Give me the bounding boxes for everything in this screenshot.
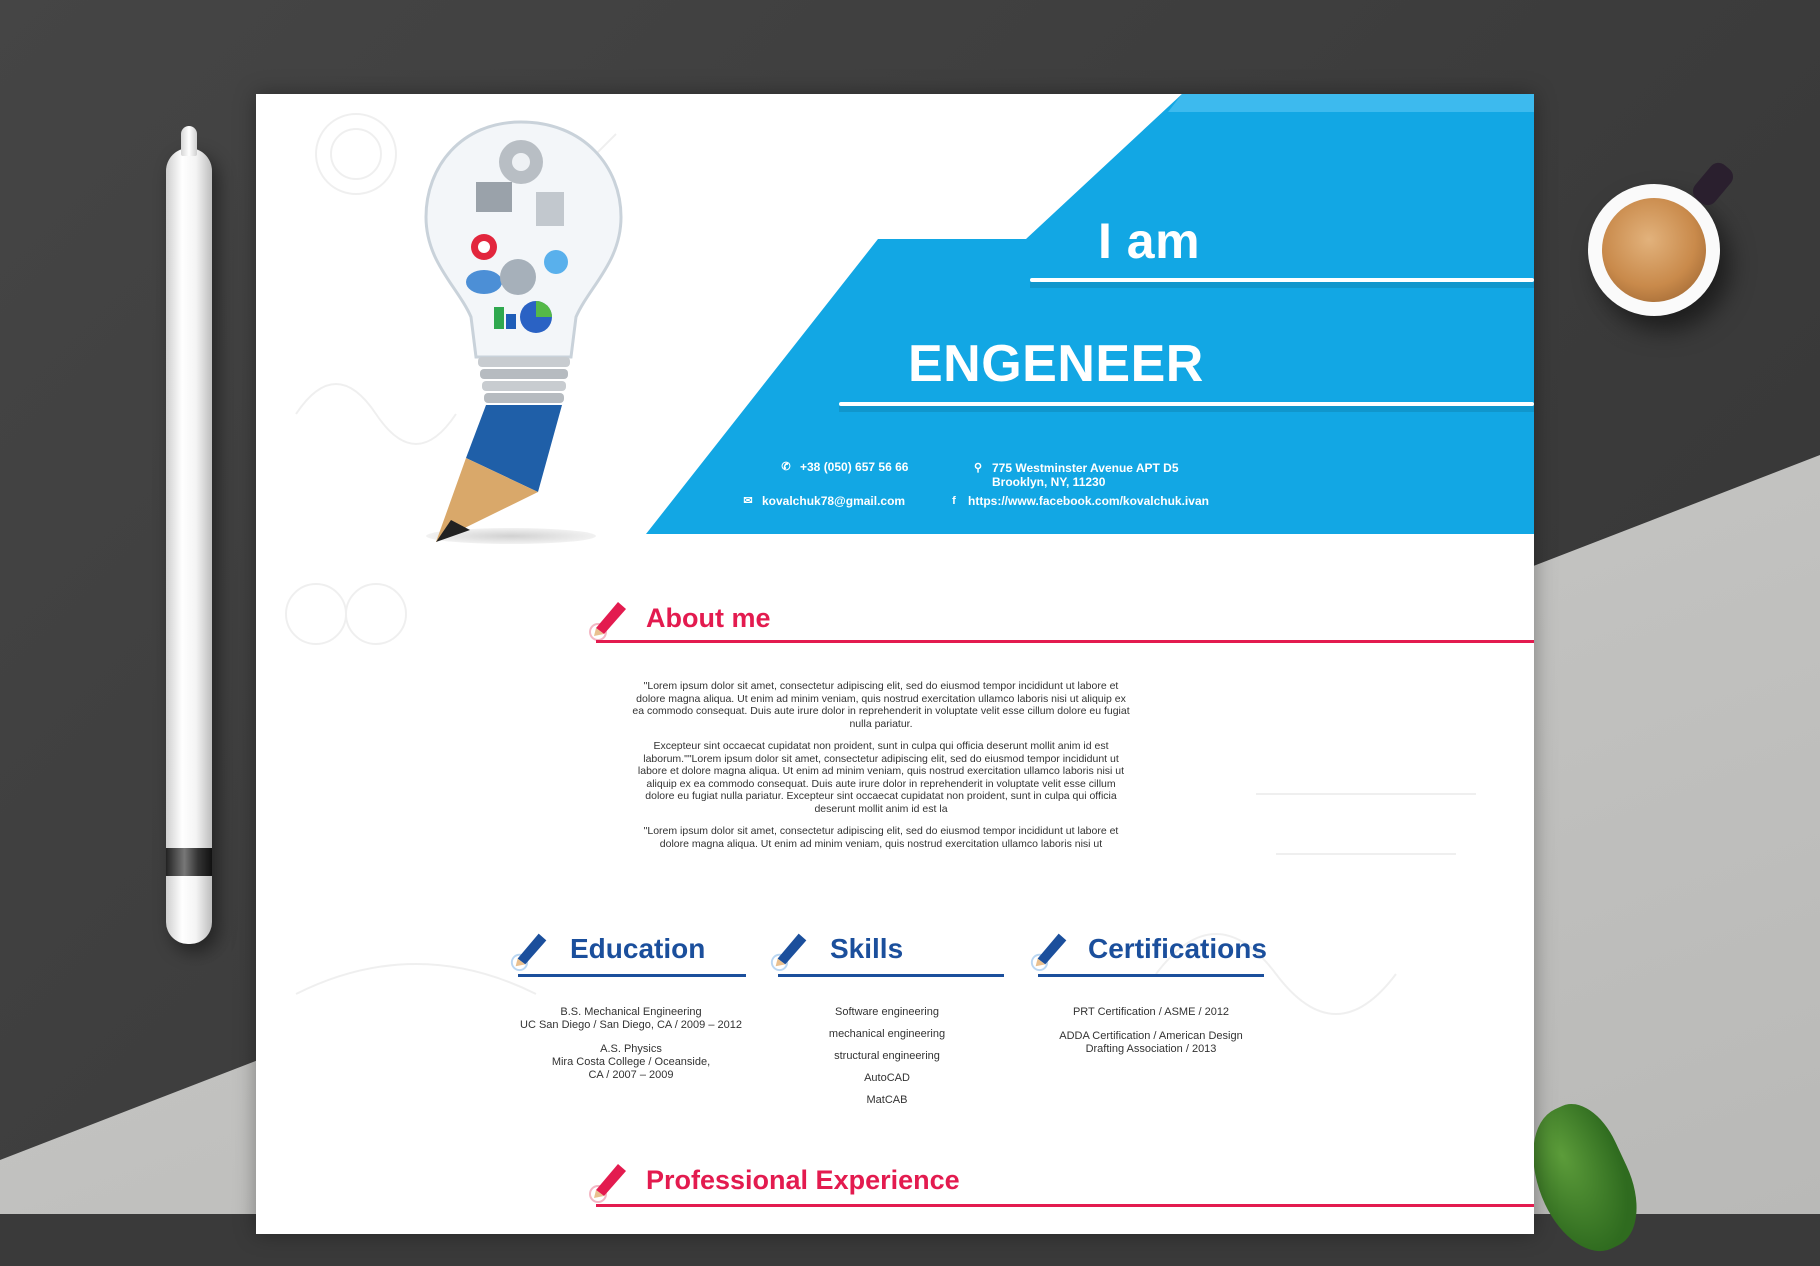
about-paragraph-3: "Lorem ipsum dolor sit amet, consectetur adipiscing elit, sed do eiusmod tempor incididunt ut labore et dolore magna aliqua. Ut enim ad minim veniam, quis nostrud exercitation ullamco laboris nisi ut: [643, 825, 1119, 850]
resume-page: [256, 94, 1534, 1234]
address-line-1: 775 Westminster Avenue APT D5: [992, 461, 1179, 475]
stylus-tip: [181, 126, 197, 156]
blue-pencil-icon: [768, 926, 814, 972]
bulb-base-ring-3: [482, 381, 566, 391]
block-icon-2: [536, 192, 564, 226]
hero-line-1: I am: [1098, 213, 1201, 269]
certifications-header: [1028, 926, 1267, 972]
certifications-rule: [1038, 974, 1264, 977]
blue-pencil-icon: [508, 926, 554, 972]
bar-icon: [494, 307, 504, 329]
about-title: About me: [646, 602, 771, 633]
certification-entry: [1026, 1030, 1276, 1056]
coffee-cup: [1588, 184, 1720, 316]
education-school: UC San Diego / San Diego, CA / 2009 – 2012: [520, 1019, 742, 1031]
certification-line: ADDA Certification / American Design: [1059, 1030, 1243, 1042]
education-school: Mira Costa College / Oceanside,: [551, 1056, 711, 1068]
education-title: Education: [570, 933, 706, 964]
target-center: [478, 241, 490, 253]
coffee: [1602, 198, 1706, 302]
contact-address: [972, 461, 1179, 489]
about-paragraph-1: "Lorem ipsum dolor sit amet, consectetur adipiscing elit, sed do eiusmod tempor incididunt ut labore et dolore magna aliqua. Ut enim ad minim veniam, quis nostrud exercitation ullamco laboris nisi ut aliquip ex ea commodo consequat. Duis aute irure dolor in reprehenderit in voluptate velit esse cillum dolore eu fugiat nulla pariatur.: [632, 680, 1130, 730]
education-header: [508, 926, 705, 972]
phone-text: +38 (050) 657 56 66: [800, 460, 909, 474]
location-pin-icon: ⚲: [973, 462, 983, 474]
education-degree: B.S. Mechanical Engineering: [560, 1006, 702, 1018]
phone-icon: ✆: [781, 461, 791, 473]
skill-item: AutoCAD: [864, 1072, 910, 1084]
experience-rule: [596, 1204, 1534, 1207]
skill-item: Software engineering: [835, 1006, 939, 1018]
skills-rule: [778, 974, 1004, 977]
facebook-link: https://www.facebook.com/kovalchuk.ivan: [968, 494, 1209, 508]
red-pencil-icon: [586, 1156, 634, 1204]
education-entry: [506, 1043, 756, 1082]
block-icon: [476, 182, 512, 212]
about-text: [631, 680, 1131, 860]
certification-line: PRT Certification / ASME / 2012: [1072, 1006, 1230, 1018]
mail-icon: ✉: [743, 495, 753, 507]
education-entry: [506, 1006, 756, 1032]
email-text: kovalchuk78@gmail.com: [762, 494, 906, 508]
skill-item: structural engineering: [834, 1050, 940, 1062]
bulb-base-ring-2: [480, 369, 568, 379]
stylus-pen: [166, 148, 212, 944]
certification-entry: [1026, 1006, 1276, 1019]
address-text: [992, 461, 1179, 489]
contact-email[interactable]: [742, 494, 905, 508]
education-dates: CA / 2007 – 2009: [588, 1069, 674, 1081]
gear-hub: [512, 153, 530, 171]
skills-title: Skills: [830, 933, 904, 964]
globe-icon: [500, 259, 536, 295]
education-degree: A.S. Physics: [600, 1043, 662, 1055]
education-list: [506, 1006, 756, 1093]
education-rule: [518, 974, 746, 977]
experience-title: Professional Experience: [646, 1164, 960, 1195]
bulb-base-ring-4: [484, 393, 564, 403]
bulb-base-ring: [478, 357, 570, 367]
header-rule-2-shadow: [839, 406, 1534, 412]
drop-icon: [544, 250, 568, 274]
experience-header: [586, 1156, 960, 1204]
about-header: [586, 594, 771, 642]
about-rule: [596, 640, 1534, 643]
skills-list: [782, 1006, 992, 1116]
hero-title: ENGENEER: [908, 335, 1204, 393]
lightbulb-pencil-illustration: [406, 102, 636, 552]
address-line-2: Brooklyn, NY, 11230: [992, 475, 1106, 489]
cloud-icon: [466, 270, 502, 294]
stylus-band: [166, 848, 212, 876]
about-paragraph-2: Excepteur sint occaecat cupidatat non proident, sunt in culpa qui officia deserunt mollit anim id est laborum.""Lorem ipsum dolor sit amet, consectetur adipiscing elit, sed do eiusmod tempor incididunt ut labore et dolore magna aliqua. Ut enim ad minim veniam, quis nostrud exercitation ullamco laboris nisi ut aliquip ex ea commodo consequat. Duis aute irure dolor in reprehenderit in voluptate velit esse cillum dolore eu fugiat nulla pariatur. Excepteur sint occaecat cupidatat non proident, sunt in culpa qui officia deserunt mollit anim id est la: [637, 740, 1125, 815]
contact-facebook[interactable]: [948, 494, 1209, 508]
header-rule-1-shadow: [1030, 282, 1534, 288]
certification-line: Drafting Association / 2013: [1085, 1043, 1217, 1055]
skill-item: MatCAB: [866, 1094, 908, 1106]
red-pencil-icon: [586, 594, 634, 642]
certifications-list: [1026, 1006, 1276, 1067]
facebook-icon: f: [952, 495, 956, 507]
contact-phone: [780, 460, 908, 474]
skills-header: [768, 926, 903, 972]
bar-icon-2: [506, 314, 516, 329]
skill-item: mechanical engineering: [828, 1028, 946, 1040]
certifications-title: Certifications: [1088, 933, 1267, 964]
blue-pencil-icon: [1028, 926, 1074, 972]
